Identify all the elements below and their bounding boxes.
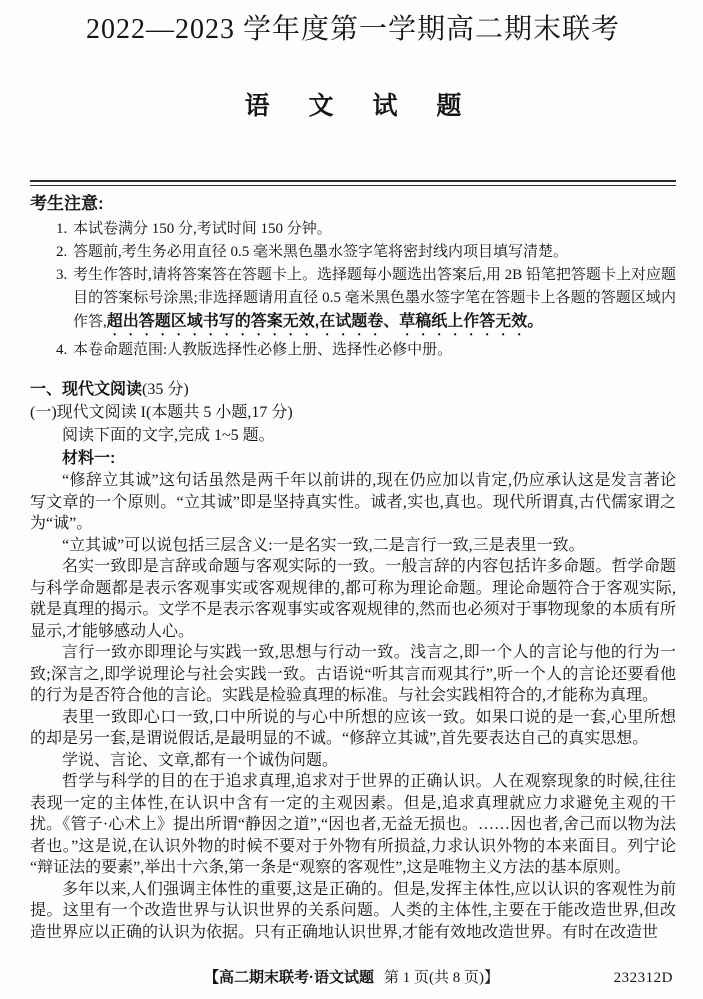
notice-heading: 考生注意: — [30, 194, 104, 213]
notice-item-number: 4. — [56, 342, 68, 358]
body-paragraph: “修辞立其诚”这句话虽然是两千年以前讲的,现在仍应加以肯定,仍应承认这是发言著论写文章的一个原则。“立其诚”即是坚持真实性。诚者,实也,真也。现代所谓真,古代儒家谓之为“诚”。 — [30, 472, 676, 532]
notice-items — [30, 218, 676, 362]
body-paragraph: “立其诚”可以说包括三层含义:一是名实一致,二是言行一致,三是表里一致。 — [62, 536, 585, 554]
exam-subtitle: 语 文 试 题 — [244, 92, 478, 120]
notice-item-number: 1. — [56, 221, 68, 237]
notice-item-1 — [56, 218, 676, 241]
body-paragraph: 言行一致亦即理论与实践一致,思想与行动一致。浅言之,即一个人的言论与他的行为一致;深言之,即学说理论与社会实践一致。古语说“听其言而观其行”,听一个人的言论还要看他的行为是否符合他的言论。实践是检验真理的标准。与社会实践相符合的,才能称为真理。 — [30, 644, 676, 704]
section-modern-reading — [30, 378, 676, 943]
footer-caption — [0, 968, 703, 988]
page-footer — [0, 968, 703, 988]
header-divider — [30, 180, 676, 186]
notice-item-text: 答题前,考生务必用直径 0.5 毫米黑色墨水签字笔将密封线内项目填写清楚。 — [73, 244, 569, 260]
notice-item-text: 本卷命题范围:人教版选择性必修上册、选择性必修中册。 — [73, 342, 453, 358]
section-subheading: (一)现代文阅读 I(本题共 5 小题,17 分) — [30, 404, 293, 421]
footer-exam-title: 【高二期末联考·语文试题 — [204, 969, 374, 986]
emphasized-warning-text: 超出答题区域书写的答案无效,在试题卷、草稿纸上作答无效。 — [106, 313, 544, 330]
notice-item-text: 考生作答时,请将答案答在答题卡上。选择题每小题选出答案后,用 2B 铅笔把答题卡上对应题目的答案标号涂黑;非选择题请用直径 0.5 毫米黑色墨水签字笔在答题卡上各题的答题区域内作答,超出答题区域书写的答案无效,在试题卷、草稿纸上作答无效。 — [73, 267, 676, 330]
exam-title: 2022—2023 学年度第一学期高二期末联考 — [85, 14, 620, 45]
footer-page-number: 第 1 页(共 8 页)】 — [384, 970, 499, 986]
candidate-notice — [30, 193, 676, 362]
reading-instruction: 阅读下面的文字,完成 1~5 题。 — [62, 427, 275, 444]
section-heading: 一、现代文阅读(35 分) — [30, 381, 189, 398]
section-score: (35 分) — [142, 381, 189, 398]
notice-item-3 — [56, 264, 676, 339]
body-paragraph: 学说、言论、文章,都有一个诚伪问题。 — [62, 751, 339, 769]
body-paragraph: 表里一致即心口一致,口中所说的与心中所想的应该一致。如果口说的是一套,心里所想的却是另一套,是谓说假话,是最明显的不诚。“修辞立其诚”,首先要表达自己的真实思想。 — [30, 708, 676, 747]
notice-item-text: 本试卷满分 150 分,考试时间 150 分钟。 — [73, 221, 332, 237]
notice-item-number: 3. — [56, 267, 68, 283]
notice-item-4 — [56, 339, 676, 362]
notice-item-number: 2. — [56, 244, 68, 260]
paper-code: 232312D — [613, 970, 673, 986]
material-one-label: 材料一: — [62, 450, 116, 467]
material-one-body — [30, 470, 676, 943]
notice-item-2 — [56, 241, 676, 264]
body-paragraph: 名实一致即是言辞或命题与客观实际的一致。一般言辞的内容包括许多命题。哲学命题与科学命题都是表示客观事实或客观规律的,都可称为理论命题。理论命题符合于客观实际,就是真理的揭示。文学不是表示客观事实或客观规律的,然而也必须对于事物现象的本质有所显示,才能够感动人心。 — [30, 558, 676, 640]
body-paragraph: 多年以来,人们强调主体性的重要,这是正确的。但是,发挥主体性,应以认识的客观性为前提。这里有一个改造世界与认识世界的关系问题。人类的主体性,主要在于能改造世界,但改造世界应以正确的认识为依据。只有正确地认识世界,才能有效地改造世界。有时在改造世 — [30, 880, 676, 941]
body-paragraph: 哲学与科学的目的在于追求真理,追求对于世界的正确认识。人在观察现象的时候,往往表现一定的主体性,在认识中含有一定的主观因素。但是,追求真理就应力求避免主观的干扰。《管子·心术上》提出所谓“静因之道”,“因也者,无益无损也。……因也者,舍己而以物为法者也。”这是说,在认识外物的时候不要对于外物有所损益,力求认识外物的本来面目。列宁论“辩证法的要素”,举出十六条,第一条是“观察的客观性”,这是唯物主义方法的基本原则。 — [30, 773, 676, 876]
